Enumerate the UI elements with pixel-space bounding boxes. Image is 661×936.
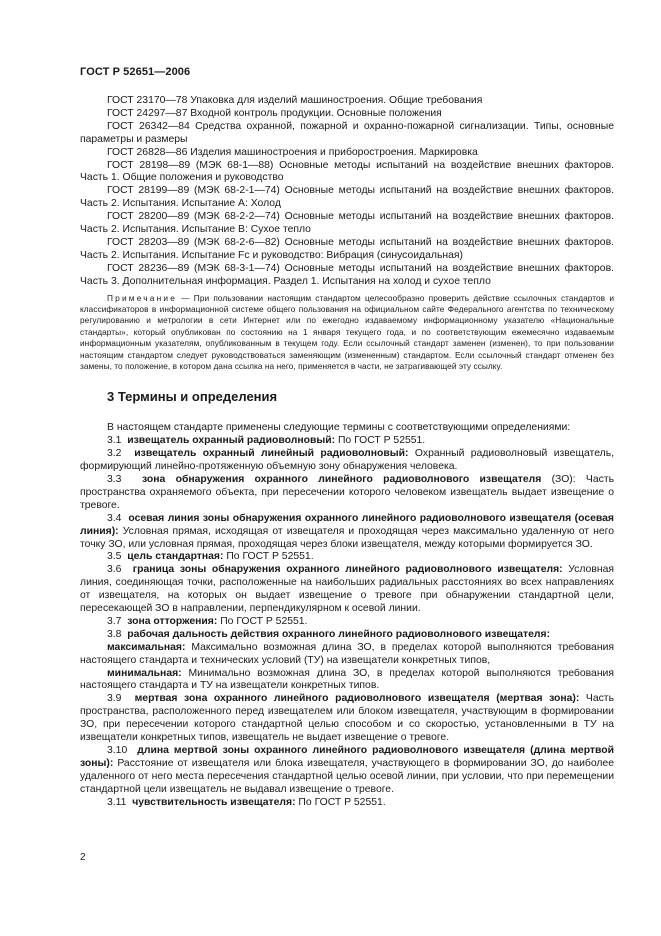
reference-item: ГОСТ 23170—78 Упаковка для изделий машиностроения. Общие требования bbox=[107, 95, 483, 106]
definition-text: Часть пространства, расположенного перед извещателем или блоком извещателя, участвующим в формировании ЗО, при пересечении которого стандартной целью способом и со скоростью, установленными в ТУ на извещатели конкретных типов, извещатель не выдает извещение о тревоге. bbox=[80, 693, 614, 744]
note-paragraph bbox=[80, 293, 614, 373]
definitions-list bbox=[80, 422, 614, 809]
definition-number: 3.8 bbox=[107, 628, 122, 640]
definition-term: зона отторжения: bbox=[127, 615, 218, 627]
reference-item: ГОСТ 26342—84 Средства охранной, пожарной и охранно-пожарной сигнализации. Типы, основные параметры и размеры bbox=[80, 120, 614, 145]
definition-number: 3.11 bbox=[107, 796, 127, 808]
definition-number: 3.3 bbox=[107, 473, 122, 485]
definition-term: граница зоны обнаружения охранного линейного радиоволнового извещателя: bbox=[132, 564, 563, 576]
definition-term: минимальная: bbox=[107, 667, 182, 679]
reference-item: ГОСТ 28236—89 (МЭК 68-3-1—74) Основные методы испытаний на воздействие внешних факторов. Часть 3. Дополнительная информация. Раздел 1. Испытания на холод и сухое тепло bbox=[80, 262, 614, 287]
note-text: — При пользовании настоящим стандартом целесообразно проверить действие ссылочных стандартов и классификаторов в информационной системе общего пользования на официальном сайте Федерального агентства по техническому регулированию и метрологии в сети Интернет или по ежегодно издаваемому информационному указателю «Национальные стандарты», который опубликован по состоянию на 1 января текущего года, и по соответствующим ежемесячно издаваемым информационным указателям, опубликованным в текущем году. Если ссылочный стандарт заменен (изменен), то при пользовании настоящим стандартом следует руководствоваться заменяющим (измененным) стандартом. Если ссылочный стандарт отменен без замены, то положение, в котором дана ссылка на него, применяется в части, не затрагивающей эту ссылку. bbox=[80, 292, 615, 372]
definition-subitem bbox=[80, 668, 614, 694]
definition-item bbox=[80, 474, 614, 513]
definition-subitem bbox=[80, 642, 614, 668]
definition-item bbox=[80, 629, 614, 642]
definition-number: 3.2 bbox=[107, 448, 122, 460]
definition-item bbox=[80, 564, 614, 616]
reference-item: ГОСТ 26828—86 Изделия машиностроения и приборостроения. Маркировка bbox=[107, 146, 478, 158]
definition-text: Условная линия, соединяющая точки, расположенные на наибольших радиальных расстояниях во всех направлениях от извещателя, на которых он выдает извещение о тревоге при обнаружении стандартной цели, пересекающей ЗО в направлении, перпендикулярном к осевой линии. bbox=[80, 564, 614, 615]
definition-term: длина мертвой зоны охранного линейного радиоволнового извещателя (длина мертвой зоны): bbox=[80, 745, 614, 769]
definition-item bbox=[80, 797, 614, 810]
definition-item bbox=[80, 435, 614, 448]
definition-text: По ГОСТ Р 52551. bbox=[295, 796, 386, 808]
reference-item: ГОСТ 28200—89 (МЭК 68-2-2—74) Основные методы испытаний на воздействие внешних факторов. Часть 2. Испытания. Испытание В: Сухое тепло bbox=[80, 211, 614, 236]
definition-number: 3.6 bbox=[107, 564, 122, 576]
note-label: Примечание bbox=[107, 292, 178, 303]
reference-item: ГОСТ 28198—89 (МЭК 68-1—88) Основные методы испытаний на воздействие внешних факторов. Часть 1. Общие положения и руководство bbox=[80, 159, 614, 184]
definition-term: цель стандартная: bbox=[127, 551, 224, 563]
definition-term: максимальная: bbox=[107, 641, 186, 653]
definition-text: Охранный радиоволновый извещатель, формирующий линейно-протяженную объемную зону обнаружения человека. bbox=[80, 448, 614, 473]
definition-term: мертвая зона охранного линейного радиоволнового извещателя (мертвая зона): bbox=[134, 693, 580, 705]
definition-item bbox=[80, 448, 614, 474]
definition-item bbox=[80, 616, 614, 629]
definition-paren: (ЗО): bbox=[541, 473, 576, 485]
definition-term: извещатель охранный линейный радиоволновый: bbox=[134, 448, 409, 460]
definition-term: осевая линия зоны обнаружения охранного линейного радиоволнового извещателя (осевая линия): bbox=[80, 512, 614, 537]
definition-item bbox=[80, 513, 614, 552]
definition-number: 3.4 bbox=[107, 512, 122, 524]
definition-item bbox=[80, 745, 614, 797]
reference-item: ГОСТ 28203—89 (МЭК 68-2-6—82) Основные методы испытаний на воздействие внешних факторов. Часть 2. Испытания. Испытание Fc и руководство: Вибрация (синусоидальная) bbox=[80, 236, 614, 261]
definition-text: По ГОСТ Р 52551. bbox=[223, 551, 314, 563]
definition-number: 3.9 bbox=[107, 693, 122, 705]
definition-term: чувствительность извещателя: bbox=[132, 796, 296, 808]
definition-text: Минимально возможная длина ЗО, в пределах которой выполняются требования настоящего стандарта и ТУ на извещатели конкретных типов. bbox=[80, 667, 614, 692]
page-number: 2 bbox=[80, 852, 86, 863]
definition-item bbox=[80, 551, 614, 564]
definition-number: 3.10 bbox=[107, 745, 128, 756]
definition-number: 3.5 bbox=[107, 551, 122, 563]
definition-term: извещатель охранный радиоволновый: bbox=[127, 435, 336, 447]
definition-number: 3.7 bbox=[107, 615, 122, 627]
definition-text: Расстояние от извещателя или блока извещателя, участвующего в формировании ЗО, до наиболее удаленного от него места пересечения стандартной целью осевой линии, при условии, что при перемещении стандартной цели извещатель не выдавал извещение о тревоге. bbox=[80, 757, 614, 795]
reference-item: ГОСТ 24297—87 Входной контроль продукции. Основные положения bbox=[107, 107, 442, 119]
definition-text: Часть пространства охраняемого объекта, при пересечении которого человеком извещатель выдает извещение о тревоге. bbox=[80, 473, 615, 511]
references-list bbox=[80, 95, 614, 289]
definition-text: Максимально возможная длина ЗО, в пределах которой выполняются требования настоящего стандарта и технических условий (ТУ) на извещатели конкретных типов, bbox=[80, 641, 614, 666]
document-body bbox=[80, 95, 614, 810]
definition-term: рабочая дальность действия охранного линейного радиоволнового извещателя: bbox=[127, 628, 551, 640]
section-title: 3 Термины и определения bbox=[107, 389, 278, 405]
definition-number: 3.1 bbox=[107, 435, 122, 447]
reference-item: ГОСТ 28199—89 (МЭК 68-2-1—74) Основные методы испытаний на воздействие внешних факторов. Часть 2. Испытания. Испытание А: Холод bbox=[80, 185, 614, 210]
document-header: ГОСТ Р 52651—2006 bbox=[80, 66, 191, 78]
definition-term: зона обнаружения охранного линейного радиоволнового извещателя bbox=[142, 473, 542, 485]
definition-text: По ГОСТ Р 52551. bbox=[217, 615, 308, 627]
definition-item bbox=[80, 693, 614, 745]
section-intro: В настоящем стандарте применены следующие термины с соответствующими определениями: bbox=[107, 422, 571, 434]
definition-text: По ГОСТ Р 52551. bbox=[335, 435, 426, 447]
definition-text: Условная прямая, исходящая от извещателя и проходящая через максимально удаленную от него точку ЗО, или условная прямая, проходящая через блоки извещателя, между которыми формируется ЗО. bbox=[80, 525, 614, 550]
